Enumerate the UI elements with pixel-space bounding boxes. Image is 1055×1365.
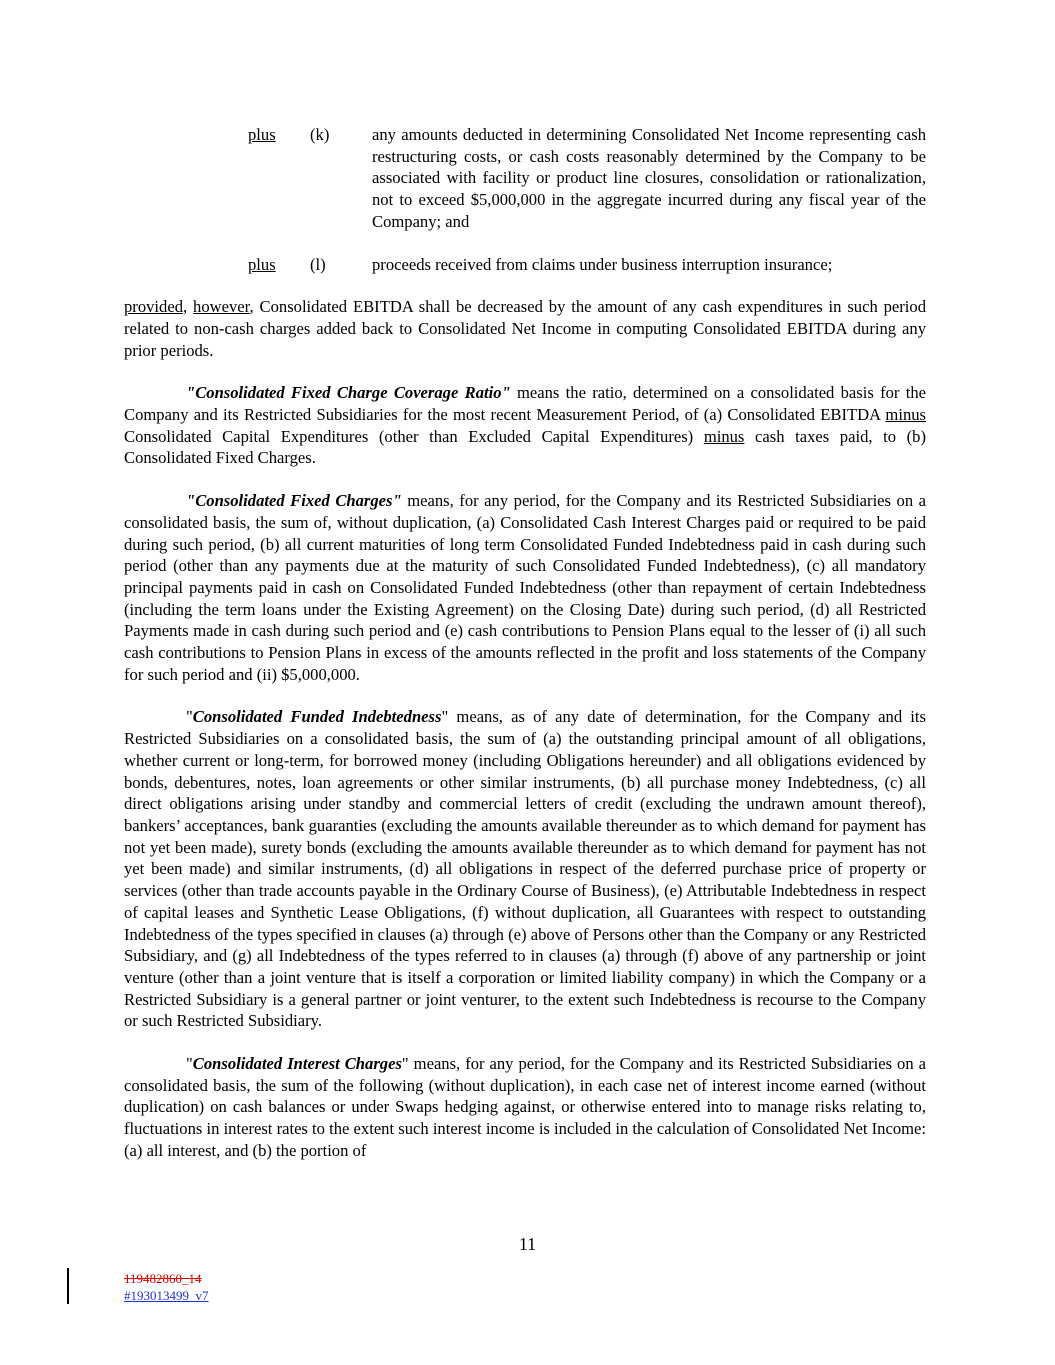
fixed-charges-text: means, for any period, for the Company and its Restricted Subsidiaries on a consolidated basis, the sum of, without duplication, (a) Consolidated Cash Interest Charges paid or required to be paid during such period, (b) all current maturities of long term Consolidated Funded Indebtedness paid in cash during such period (other than any payments due at the maturity of such Consolidated Funded Indebtedness), (c) all mandatory principal payments paid in cash on Consolidated Funded Indebtedness (other than repayment of certain Indebtedness (including the term loans under the Existing Agreement) on the Closing Date) during such period, (d) all Restricted Payments made in cash during such period and (e) cash contributions to Pension Plans equal to the lesser of (i) all such cash contributions to Pension Plans in excess of the amounts reflected in the profit and loss statements of the Company for such period and (ii) $5,000,000. — [124, 491, 926, 684]
interest-charges-definition — [124, 1053, 926, 1162]
page-number: 11 — [518, 1234, 537, 1254]
proviso-paragraph: provided, however, Consolidated EBITDA shall be decreased by the amount of any cash expenditures in such period related to non-cash charges added back to Consolidated Net Income in computing Consolidated EBITDA during any prior periods. — [124, 297, 927, 360]
interest-charges-text: means, for any period, for the Company and its Restricted Subsidiaries on a consolidated basis, the sum of the following (without duplication), in each case net of interest income earned (without duplication) on cash balances or under Swaps hedging against, or otherwise entered into to manage risks relating to, fluctuations in interest rates to the extent such interest income is included in the calculation of Consolidated Net Income: (a) all interest, and (b) the portion of — [124, 1054, 926, 1160]
document-footer — [124, 1270, 209, 1304]
interest-open-quote: " — [186, 1054, 193, 1074]
clause-l-letter: (l) — [310, 254, 326, 274]
fccr-minus-2: minus — [703, 426, 745, 446]
new-document-id: #193013499_v7 — [124, 1288, 209, 1303]
funded-open-quote: " — [186, 707, 193, 727]
clause-l-text: proceeds received from claims under business interruption insurance; — [372, 254, 833, 274]
funded-close-quote: " — [441, 707, 449, 727]
proviso-word-however: however — [193, 297, 250, 317]
document-page — [124, 124, 926, 1183]
change-bar — [67, 1268, 69, 1304]
clause-l-word: plus — [248, 254, 276, 274]
funded-indebtedness-definition — [124, 706, 926, 1032]
proviso-word-provided: provided — [124, 297, 183, 317]
clause-k-text: any amounts deducted in determining Consolidated Net Income representing cash restructuring costs, or cash costs reasonably determined by the Company to be associated with facility or product line closures, consolidation or rationalization, not to exceed $5,000,000 in the aggregate incurred during any fiscal year of the Company; and — [372, 125, 926, 231]
clause-k-word: plus — [248, 125, 276, 144]
clause-k-letter: (k) — [310, 125, 330, 144]
proviso-text: Consolidated EBITDA shall be decreased by the amount of any cash expenditures in such period related to non-cash charges added back to Consolidated Net Income in computing Consolidated EBITDA during any prior periods. — [124, 297, 927, 360]
interest-charges-term: Consolidated Interest Charges — [192, 1054, 402, 1074]
clause-l — [124, 254, 926, 276]
fixed-charges-term: "Consolidated Fixed Charges" — [186, 491, 402, 511]
fccr-term: "Consolidated Fixed Charge Coverage Ratio" — [186, 383, 511, 403]
funded-indebtedness-term: Consolidated Funded Indebtedness — [192, 707, 442, 727]
fccr-text-3: cash taxes paid, to (b) Consolidated Fixed Charges. — [124, 426, 926, 468]
clause-k — [124, 124, 926, 233]
fccr-definition — [124, 382, 926, 469]
fccr-text-1: means the ratio, determined on a consolidated basis for the Company and its Restricted Subsidiaries for the most recent Measurement Period, of (a) Consolidated EBITDA — [124, 383, 926, 425]
interest-close-quote: " — [401, 1054, 409, 1074]
fixed-charges-definition — [124, 490, 926, 685]
fccr-text-2: Consolidated Capital Expenditures (other than Excluded Capital Expenditures) — [124, 426, 704, 446]
old-document-id: 119482860_14 — [124, 1271, 202, 1286]
funded-indebtedness-text: means, as of any date of determination, for the Company and its Restricted Subsidiaries on a consolidated basis, the sum of (a) the outstanding principal amount of all obligations, whether current or long-term, for borrowed money (including Obligations hereunder) and all obligations evidenced by bonds, debentures, notes, loan agreements or other similar instruments, (b) all purchase money Indebtedness, (c) all direct obligations arising under standby and commercial letters of credit (excluding the undrawn amount thereof), bankers’ acceptances, bank guaranties (excluding the amounts available thereunder as to which demand for payment has not yet been made), surety bonds (excluding the amounts available thereunder as to which demand for payment has not yet been made) and similar instruments, (d) all obligations in respect of the deferred purchase price of property or services (other than trade accounts payable in the Ordinary Course of Business), (e) Attributable Indebtedness in respect of capital leases and Synthetic Lease Obligations, (f) without duplication, all Guarantees with respect to outstanding Indebtedness of the types specified in clauses (a) through (e) above of Persons other than the Company or any Restricted Subsidiary, and (g) all Indebtedness of the types referred to in clauses (a) through (f) above of any partnership or joint venture (other than a joint venture that is itself a corporation or limited liability company) in which the Company or a Restricted Subsidiary is a general partner or joint venturer, to the extent such Indebtedness is recourse to the Company or such Restricted Subsidiary. — [124, 707, 926, 1031]
fccr-minus-1: minus — [885, 405, 926, 425]
